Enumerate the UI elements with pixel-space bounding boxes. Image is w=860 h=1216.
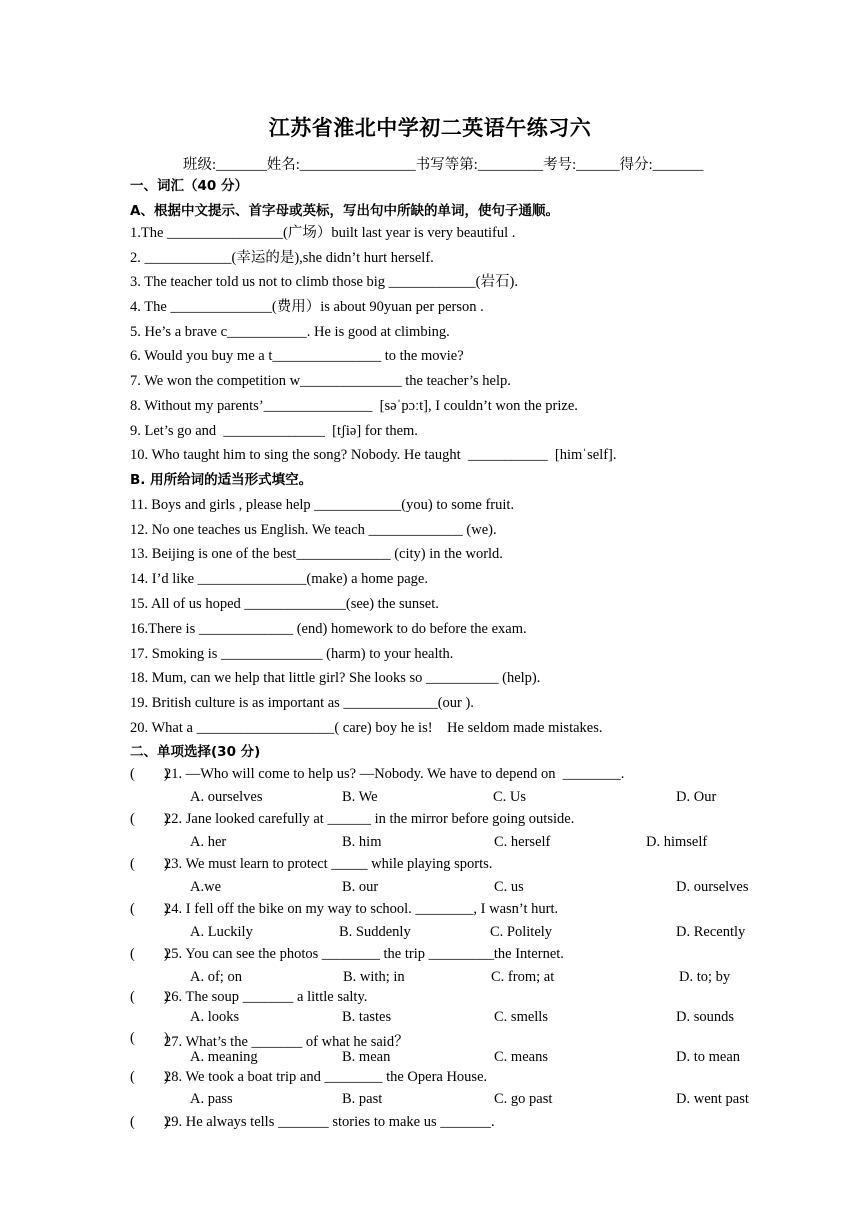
form-item-18: 18. Mum, can we help that little girl? She looks so __________ (help).	[130, 670, 541, 686]
option-b: B. mean	[342, 1049, 391, 1065]
form-item-12: 12. No one teaches us English. We teach _____________ (we).	[130, 522, 497, 538]
vocab-item-4: 4. The ______________(费用）is about 90yuan per person .	[130, 299, 484, 315]
section2-heading: 二、单项选择(30 分)	[130, 744, 261, 760]
question-26: 26. The soup _______ a little salty.	[164, 989, 368, 1005]
form-item-13: 13. Beijing is one of the best_____________ (city) in the world.	[130, 546, 503, 562]
answer-paren: ( )	[130, 856, 169, 872]
option-a: A. her	[190, 834, 227, 850]
answer-paren: ( )	[130, 811, 169, 827]
option-d: D. Our	[676, 789, 717, 805]
vocab-item-3: 3. The teacher told us not to climb those big ____________(岩石).	[130, 274, 518, 290]
option-b: B. We	[342, 789, 378, 805]
option-b: B. past	[342, 1091, 383, 1107]
answer-paren: ( )	[130, 1069, 169, 1085]
question-28: 28. We took a boat trip and ________ the Opera House.	[164, 1069, 488, 1085]
form-item-15: 15. All of us hoped ______________(see) the sunset.	[130, 596, 439, 612]
question-29: 29. He always tells _______ stories to make us _______.	[164, 1114, 495, 1130]
option-c: C. Us	[493, 789, 527, 805]
option-b: B. him	[342, 834, 382, 850]
option-a: A.we	[190, 879, 222, 895]
answer-paren: ( )	[130, 1030, 169, 1046]
option-c: C. us	[494, 879, 524, 895]
option-c: C. herself	[494, 834, 551, 850]
question-23: 23. We must learn to protect _____ while playing sports.	[164, 856, 493, 872]
answer-paren: ( )	[130, 1114, 169, 1130]
student-info-line: 班级:_______姓名:________________书写等第:_________考号:______得分:_______	[183, 157, 704, 173]
vocab-item-9: 9. Let’s go and ______________ [tʃiə] for them.	[130, 423, 418, 439]
vocab-item-10: 10. Who taught him to sing the song? Nobody. He taught ___________ [himˈself].	[130, 447, 617, 463]
answer-paren: ( )	[130, 946, 169, 962]
option-a: A. meaning	[190, 1049, 258, 1065]
option-a: A. Luckily	[190, 924, 253, 940]
question-24: 24. I fell off the bike on my way to school. ________, I wasn’t hurt.	[164, 901, 559, 917]
part-b-instruction: B. 用所给词的适当形式填空。	[130, 472, 313, 488]
option-c: C. go past	[494, 1091, 553, 1107]
vocab-item-8: 8. Without my parents’_______________ [səˈpɔːt], I couldn’t won the prize.	[130, 398, 578, 414]
form-item-16: 16.There is _____________ (end) homework to do before the exam.	[130, 621, 527, 637]
form-item-11: 11. Boys and girls , please help ____________(you) to some fruit.	[130, 497, 515, 513]
option-d: D. to mean	[676, 1049, 741, 1065]
option-a: A. looks	[190, 1009, 240, 1025]
option-d: D. himself	[646, 834, 708, 850]
vocab-item-2: 2. ____________(幸运的是),she didn’t hurt herself.	[130, 250, 434, 266]
option-c: C. means	[494, 1049, 548, 1065]
option-b: B. with; in	[343, 969, 405, 985]
option-c: C. Politely	[490, 924, 553, 940]
vocab-item-1: 1.The ________________(广场）built last year is very beautiful .	[130, 225, 516, 241]
form-item-14: 14. I’d like _______________(make) a home page.	[130, 571, 428, 587]
option-a: A. of; on	[190, 969, 242, 985]
option-d: D. ourselves	[676, 879, 749, 895]
option-d: D. Recently	[676, 924, 746, 940]
option-c: C. smells	[494, 1009, 548, 1025]
option-b: B. our	[342, 879, 379, 895]
question-27: 27. What’s the _______ of what he said？	[164, 1034, 409, 1050]
section1-heading: 一、词汇（40 分）	[130, 178, 248, 194]
page-title: 江苏省淮北中学初二英语午练习六	[268, 116, 592, 140]
question-22: 22. Jane looked carefully at ______ in the mirror before going outside.	[164, 811, 575, 827]
answer-paren: ( )	[130, 989, 169, 1005]
vocab-item-5: 5. He’s a brave c___________. He is good at climbing.	[130, 324, 450, 340]
option-d: D. sounds	[676, 1009, 735, 1025]
option-b: B. Suddenly	[339, 924, 411, 940]
option-b: B. tastes	[342, 1009, 392, 1025]
vocab-item-6: 6. Would you buy me a t_______________ to the movie?	[130, 348, 464, 364]
vocab-item-7: 7. We won the competition w______________ the teacher’s help.	[130, 373, 511, 389]
option-a: A. pass	[190, 1091, 233, 1107]
part-a-instruction: A、根据中文提示、首字母或英标，写出句中所缺的单词，使句子通顺。	[130, 203, 559, 219]
answer-paren: ( )	[130, 901, 169, 917]
option-d: D. went past	[676, 1091, 749, 1107]
option-c: C. from; at	[491, 969, 555, 985]
option-d: D. to; by	[679, 969, 731, 985]
answer-paren: ( )	[130, 766, 169, 782]
option-a: A. ourselves	[190, 789, 263, 805]
form-item-20: 20. What a ___________________( care) boy he is! He seldom made mistakes.	[130, 720, 603, 736]
form-item-19: 19. British culture is as important as _____________(our ).	[130, 695, 474, 711]
form-item-17: 17. Smoking is ______________ (harm) to your health.	[130, 646, 454, 662]
question-21: 21. —Who will come to help us? —Nobody. We have to depend on ________.	[164, 766, 625, 782]
question-25: 25. You can see the photos ________ the trip _________the Internet.	[164, 946, 564, 962]
